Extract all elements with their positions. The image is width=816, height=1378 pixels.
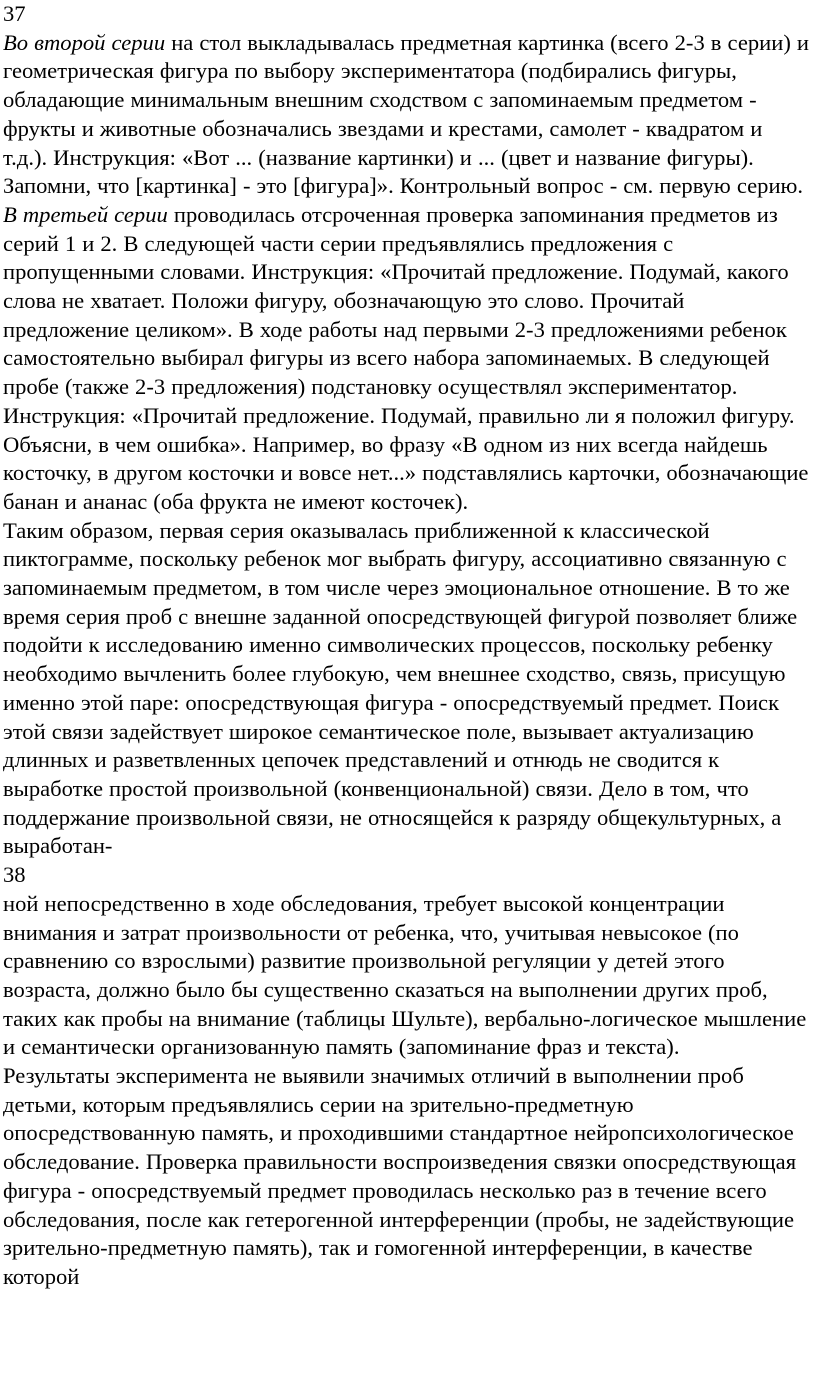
- paragraph-continuation: ной непосредственно в ходе обследования, требует высокой концентрации внимания и затрат произвольности от ребенка, что, учитывая невысокое (по сравнению со взрослыми) развитие произвольной регуляции у детей этого возраста, должно было бы существенно сказаться на выполнении других проб, таких как пробы на внимание (таблицы Шульте), вербально-логическое мышление и семантически организованную память (запоминание фраз и текста).: [3, 890, 807, 1060]
- paragraph-results: Результаты эксперимента не выявили значимых отличий в выполнении проб детьми, которым предъявлялись серии на зрительно-предметную опосредствованную память, и проходившими стандартное нейропсихологическое обследование. Проверка правильности воспроизведения связки опосредствующая фигура - опосредствуемый предмет проводилась несколько раз в течение всего обследования, после как гетерогенной интерференции (пробы, не задействующие зрительно-предметную память), так и гомогенной интерференции, в качестве которой: [3, 1063, 797, 1289]
- third-series-text: проводилась отсроченная проверка запоминания предметов из серий 1 и 2. В следующей части серии предъявлялись предложения с пропущенными словами. Инструкция: «Прочитай предложение. Подумай, какого слова не хватает. Положи фигуру, обозначающую это слово. Прочитай предложение целиком». В ходе работы над первыми 2-3 предложениями ребенок самостоятельно выбирал фигуры из всего набора запоминаемых. В следующей пробе (также 2-3 предложения) подстановку осуществлял экспериментатор. Инструкция: «Прочитай предложение. Подумай, правильно ли я положил фигуру. Объясни, в чем ошибка». Например, во фразу «В одном из них всегда найдешь косточку, в другом косточки и вовсе нет...» подставлялись карточки, обозначающие банан и ананас (оба фрукта не имеют косточек).: [3, 201, 809, 514]
- third-series-lead: В третьей серии: [3, 201, 168, 227]
- paragraph-second-series: [3, 29, 812, 201]
- paragraph-third-series: [3, 201, 812, 517]
- paragraph-conclusion: Таким образом, первая серия оказывалась приближенной к классической пиктограмме, поскольку ребенок мог выбрать фигуру, ассоциативно связанную с запоминаемым предметом, в том числе через эмоциональное отношение. В то же время серия проб с внешне заданной опосредствующей фигурой позволяет ближе подойти к исследованию именно символических процессов, поскольку ребенку необходимо вычленить более глубокую, чем внешнее сходство, связь, присущую именно этой паре: опосредствующая фигура - опосредствуемый предмет. Поиск этой связи задействует широкое семантическое поле, вызывает актуализацию длинных и разветвленных цепочек представлений и отнюдь не сводится к выработке простой произвольной (конвенциональной) связи. Дело в том, что поддержание произвольной связи, не относящейся к разряду общекультурных, а выработан-: [3, 517, 798, 859]
- page-number-38: 38: [3, 862, 26, 888]
- page-number-37: 37: [3, 1, 26, 26]
- second-series-lead: Во второй серии: [3, 29, 166, 55]
- second-series-text: на стол выкладывалась предметная картинка (всего 2-3 в серии) и геометрическая фигура по выбору экспериментатора (подбирались фигуры, обладающие минимальным внешним сходством с запоминаемым предметом - фрукты и животные обозначались звездами и крестами, самолет - квадратом и т.д.). Инструкция: «Вот ... (название картинки) и ... (цвет и название фигуры). Запомни, что [картинка] - это [фигура]». Контрольный вопрос - см. первую серию.: [3, 29, 809, 199]
